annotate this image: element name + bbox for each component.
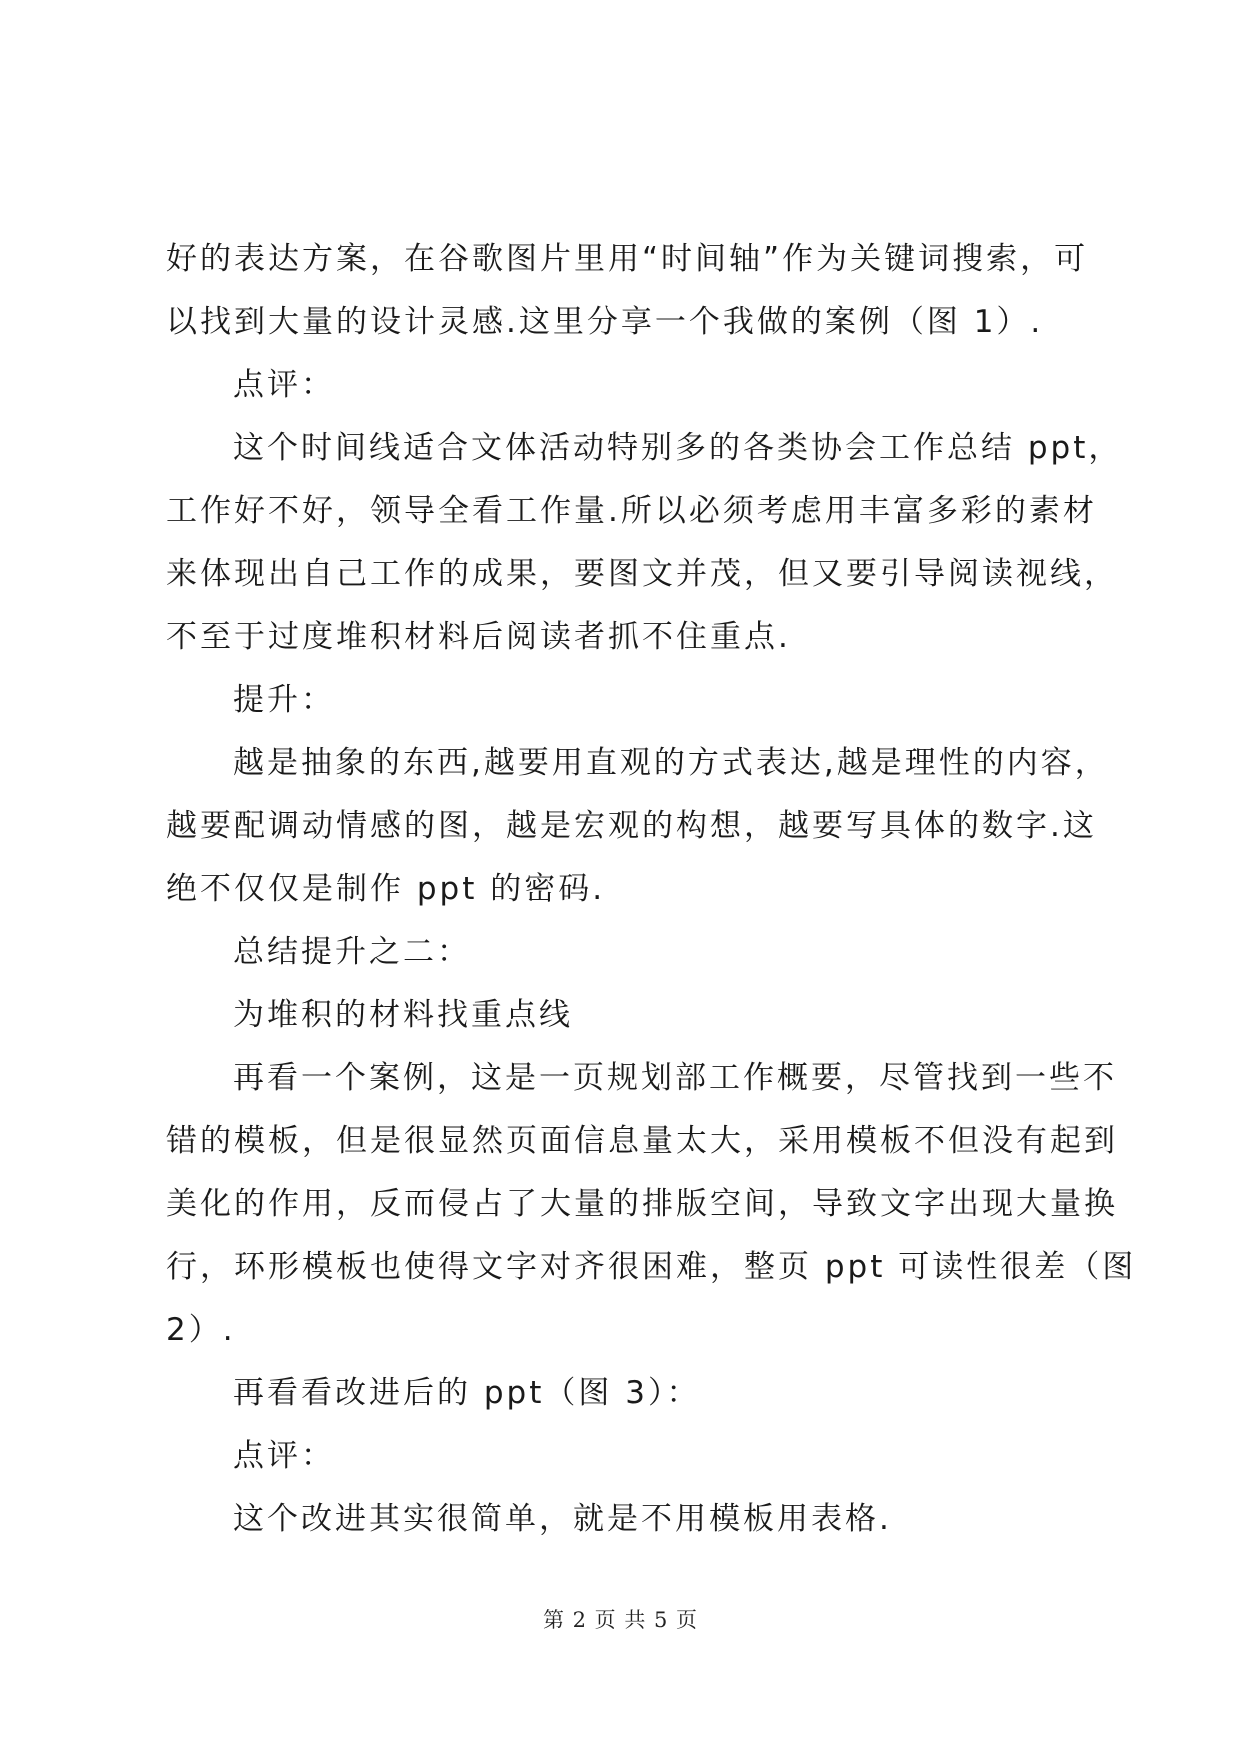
text-line: 好的表达方案，在谷歌图片里用“时间轴”作为关键词搜索，可 bbox=[166, 241, 1089, 277]
text-line: 错的模板，但是很显然页面信息量太大，采用模板不但没有起到 bbox=[166, 1123, 1118, 1159]
text-line: 越是抽象的东西,越要用直观的方式表达,越是理性的内容， bbox=[233, 745, 1109, 781]
text-line: 提升： bbox=[233, 682, 335, 718]
text-line: 来体现出自己工作的成果，要图文并茂，但又要引导阅读视线， bbox=[166, 556, 1118, 592]
text-line: 工作好不好，领导全看工作量.所以必须考虑用丰富多彩的素材 bbox=[166, 493, 1097, 529]
text-line: 以找到大量的设计灵感.这里分享一个我做的案例（图 1）. bbox=[166, 304, 1044, 340]
text-line: 这个改进其实很简单，就是不用模板用表格. bbox=[233, 1501, 892, 1537]
text-line: 绝不仅仅是制作 ppt 的密码. bbox=[166, 871, 606, 907]
text-line: 再看一个案例，这是一页规划部工作概要，尽管找到一些不 bbox=[233, 1060, 1117, 1096]
text-line: 行，环形模板也使得文字对齐很困难，整页 ppt 可读性很差（图 bbox=[166, 1249, 1137, 1285]
text-line: 点评： bbox=[233, 1438, 335, 1474]
text-line: 不至于过度堆积材料后阅读者抓不住重点. bbox=[166, 619, 791, 655]
page-footer: 第 2 页 共 5 页 bbox=[542, 1608, 699, 1632]
body-text bbox=[166, 228, 1137, 1551]
text-line: 美化的作用，反而侵占了大量的排版空间，导致文字出现大量换 bbox=[166, 1186, 1118, 1222]
text-line: 为堆积的材料找重点线 bbox=[233, 997, 573, 1033]
text-line: 再看看改进后的 ppt（图 3）： bbox=[233, 1375, 701, 1411]
text-line: 2）. bbox=[166, 1312, 236, 1348]
text-line: 总结提升之二： bbox=[233, 934, 471, 970]
text-line: 越要配调动情感的图，越是宏观的构想，越要写具体的数字.这 bbox=[166, 808, 1097, 844]
text-line: 点评： bbox=[233, 367, 335, 403]
text-line: 这个时间线适合文体活动特别多的各类协会工作总结 ppt， bbox=[233, 430, 1123, 466]
